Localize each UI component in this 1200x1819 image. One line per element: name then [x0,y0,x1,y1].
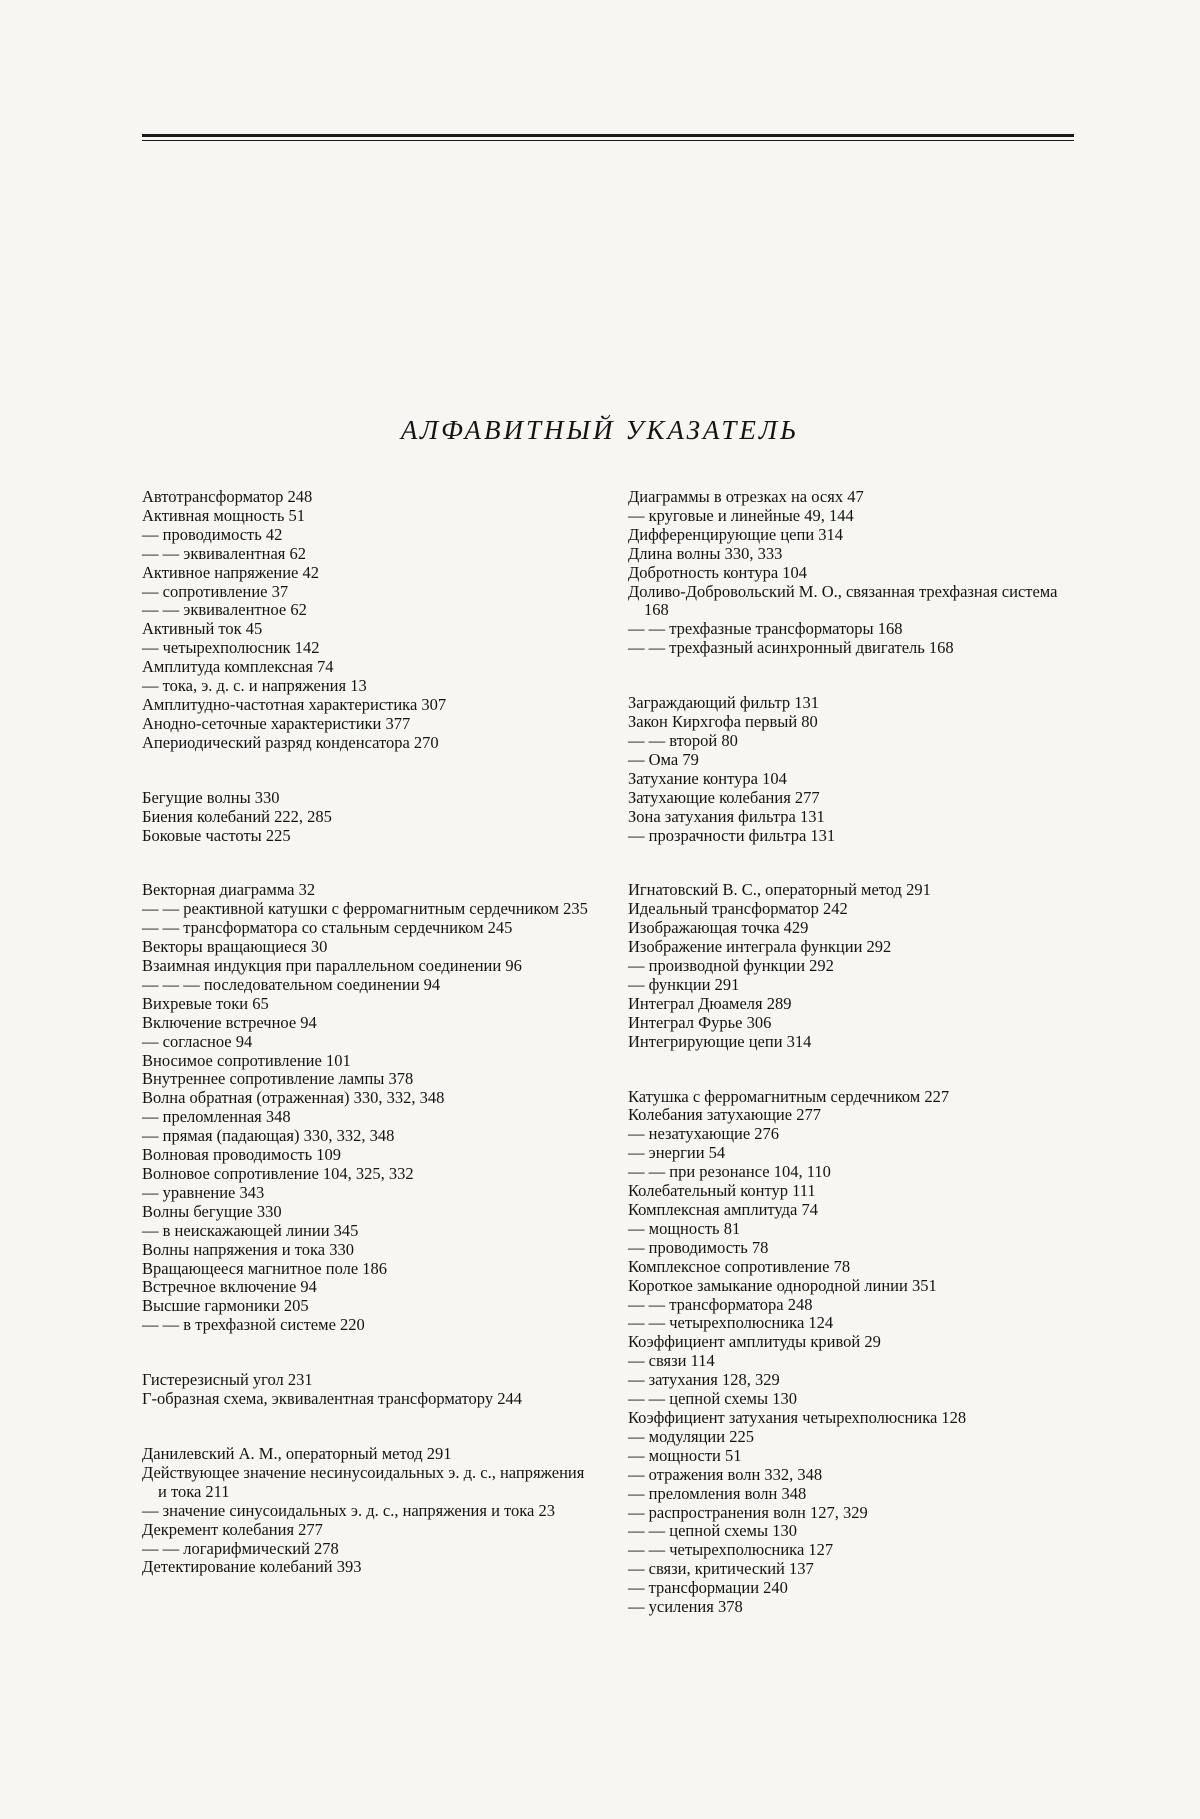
index-entry: Действующее значение несинусоидальных э. д. с., напряжения и тока 211 [142,1462,585,1501]
index-entry: Затухание контура 104 [628,768,787,788]
index-entry: Идеальный трансформатор 242 [628,899,848,919]
index-entry: — затухания 128, 329 [628,1370,780,1390]
index-entry: — — трансформатора 248 [628,1294,813,1314]
index-entry: — в неискажающей линии 345 [142,1220,359,1240]
index-entry: Волновая проводимость 109 [142,1145,342,1165]
index-group [142,1445,594,1577]
index-entry: Вносимое сопротивление 101 [142,1050,351,1070]
index-entry: Комплексное сопротивление 78 [628,1256,851,1276]
index-entry: — модуляции 225 [628,1426,754,1446]
index-entry: — прямая (падающая) 330, 332, 348 [142,1126,395,1146]
index-entry: — — второй 80 [628,730,738,750]
index-entry: — уравнение 343 [142,1182,265,1202]
index-entry: Длина волны 330, 333 [628,543,783,563]
index-entry: — проводимость 78 [628,1237,769,1257]
index-entry: Активное напряжение 42 [142,562,319,582]
index-entry: — проводимость 42 [142,524,283,544]
index-entry: Короткое замыкание однородной линии 351 [628,1275,937,1295]
index-group [628,1088,1078,1617]
index-column-left [142,488,594,1613]
index-group [628,488,1078,658]
header-rule-thin [142,140,1074,141]
index-entry: Вращающееся магнитное поле 186 [142,1258,388,1278]
index-entry: Коэффициент амплитуды кривой 29 [628,1332,881,1352]
index-entry: Затухающие колебания 277 [628,787,820,807]
index-entry: Волны бегущие 330 [142,1201,282,1221]
index-entry: — энергии 54 [628,1143,726,1163]
index-entry: — согласное 94 [142,1031,253,1051]
index-entry: Закон Кирхгофа первый 80 [628,712,818,732]
index-entry: — — цепной схемы 130 [628,1389,797,1409]
index-entry: — преломленная 348 [142,1107,291,1127]
index-entry: Интеграл Фурье 306 [628,1012,772,1032]
index-entry: — сопротивление 37 [142,581,289,601]
index-group [628,694,1078,845]
index-entry: Интегрирующие цепи 314 [628,1031,812,1051]
index-entry: — — эквивалентное 62 [142,600,307,620]
index-entry: Катушка с ферромагнитным сердечником 227 [628,1086,950,1106]
index-entry: Встречное включение 94 [142,1277,317,1297]
index-entry: — тока, э. д. с. и напряжения 13 [142,676,367,696]
index-entry: Колебания затухающие 277 [628,1105,821,1125]
index-entry: Доливо-Добровольский М. О., связанная трехфазная система 168 [628,581,1058,620]
index-entry: — круговые и линейные 49, 144 [628,505,854,525]
index-entry: Комплексная амплитуда 74 [628,1200,818,1219]
index-entry: — Ома 79 [628,749,699,769]
index-entry: Интеграл Дюамеля 289 [628,993,792,1013]
index-entry: — — цепной схемы 130 [628,1521,797,1541]
index-entry: — преломления волн 348 [628,1483,807,1503]
header-rule [142,134,1074,137]
index-entry: — — в трехфазной системе 220 [142,1315,365,1335]
index-entry: Гистерезисный угол 231 [142,1370,313,1390]
index-entry: Изображение интеграла функции 292 [628,937,892,957]
index-entry: — связи, критический 137 [628,1559,814,1579]
index-entry: — значение синусоидальных э. д. с., напряжения и тока 23 [142,1500,555,1520]
index-entry: — связи 114 [628,1351,715,1371]
index-entry: Волновое сопротивление 104, 325, 332 [142,1164,414,1183]
index-entry: — — четырехполюсника 124 [628,1313,834,1333]
index-entry: — мощность 81 [628,1218,741,1238]
index-entry: — функции 291 [628,974,740,994]
index-entry: Диаграммы в отрезках на осях 47 [628,487,864,506]
index-entry: Активная мощность 51 [142,505,305,525]
index-entry: — — логарифмический 278 [142,1538,339,1558]
index-entry: — прозрачности фильтра 131 [628,825,836,845]
index-entry: — — эквивалентная 62 [142,543,306,563]
index-entry: — усиления 378 [628,1597,743,1617]
index-entry: — производной функции 292 [628,956,834,976]
index-entry: — отражения волн 332, 348 [628,1464,823,1484]
index-entry: — — трехфазные трансформаторы 168 [628,619,903,639]
index-group [142,488,594,753]
index-entry: — — четырехполюсника 127 [628,1540,834,1560]
index-entry: Добротность контура 104 [628,562,808,582]
index-entry: Декремент колебания 277 [142,1519,323,1539]
page-title: АЛФАВИТНЫЙ УКАЗАТЕЛЬ [400,415,800,445]
index-entry: Бегущие волны 330 [142,787,280,807]
index-entry: Взаимная индукция при параллельном соединении 96 [142,956,522,976]
index-entry: Амплитудно-частотная характеристика 307 [142,694,447,714]
index-entry: — четырехполюсник 142 [142,638,320,658]
index-entry: Вихревые токи 65 [142,993,269,1013]
index-column-right [628,488,1078,1653]
index-entry: — мощности 51 [628,1445,742,1465]
index-entry: Амплитуда комплексная 74 [142,657,334,677]
index-group [142,881,594,1335]
index-entry: Биения колебаний 222, 285 [142,806,332,826]
index-entry: Колебательный контур 111 [628,1181,816,1201]
index-group [628,881,1078,1051]
index-entry: Данилевский А. М., операторный метод 291 [142,1443,452,1463]
index-entry: — распространения волн 127, 329 [628,1502,868,1522]
index-entry: Внутреннее сопротивление лампы 378 [142,1069,414,1089]
index-entry: Г-образная схема, эквивалентная трансформатору 244 [142,1389,522,1409]
index-group [142,789,594,846]
index-entry: — — трехфазный асинхронный двигатель 168 [628,638,954,658]
index-entry: — трансформации 240 [628,1578,788,1598]
index-entry: Векторная диаграмма 32 [142,880,316,900]
index-entry: Боковые частоты 225 [142,825,291,845]
index-entry: Высшие гармоники 205 [142,1296,309,1316]
index-entry: Заграждающий фильтр 131 [628,693,820,713]
index-entry: Коэффициент затухания четырехполюсника 128 [628,1407,967,1427]
index-entry: Дифференцирующие цепи 314 [628,524,844,544]
index-entry: Анодно-сеточные характеристики 377 [142,713,411,733]
index-entry: Волна обратная (отраженная) 330, 332, 348 [142,1088,445,1108]
index-entry: — — — последовательном соединении 94 [142,974,441,994]
index-entry: Апериодический разряд конденсатора 270 [142,732,439,752]
index-entry: — — при резонансе 104, 110 [628,1162,831,1182]
index-entry: — — трансформатора со стальным сердечником 245 [142,918,513,938]
index-entry: Включение встречное 94 [142,1012,317,1032]
index-entry: Волны напряжения и тока 330 [142,1239,354,1259]
index-entry: Векторы вращающиеся 30 [142,937,328,957]
index-entry: — — реактивной катушки с ферромагнитным сердечником 235 [142,899,588,919]
index-entry: Активный ток 45 [142,619,263,639]
index-entry: Зона затухания фильтра 131 [628,806,825,826]
index-group [142,1371,594,1409]
index-entry: Автотрансформатор 248 [142,487,313,506]
index-entry: Изображающая точка 429 [628,918,809,938]
index-entry: Детектирование колебаний 393 [142,1557,362,1577]
index-entry: Игнатовский В. С., операторный метод 291 [628,880,931,900]
index-entry: — незатухающие 276 [628,1124,780,1144]
